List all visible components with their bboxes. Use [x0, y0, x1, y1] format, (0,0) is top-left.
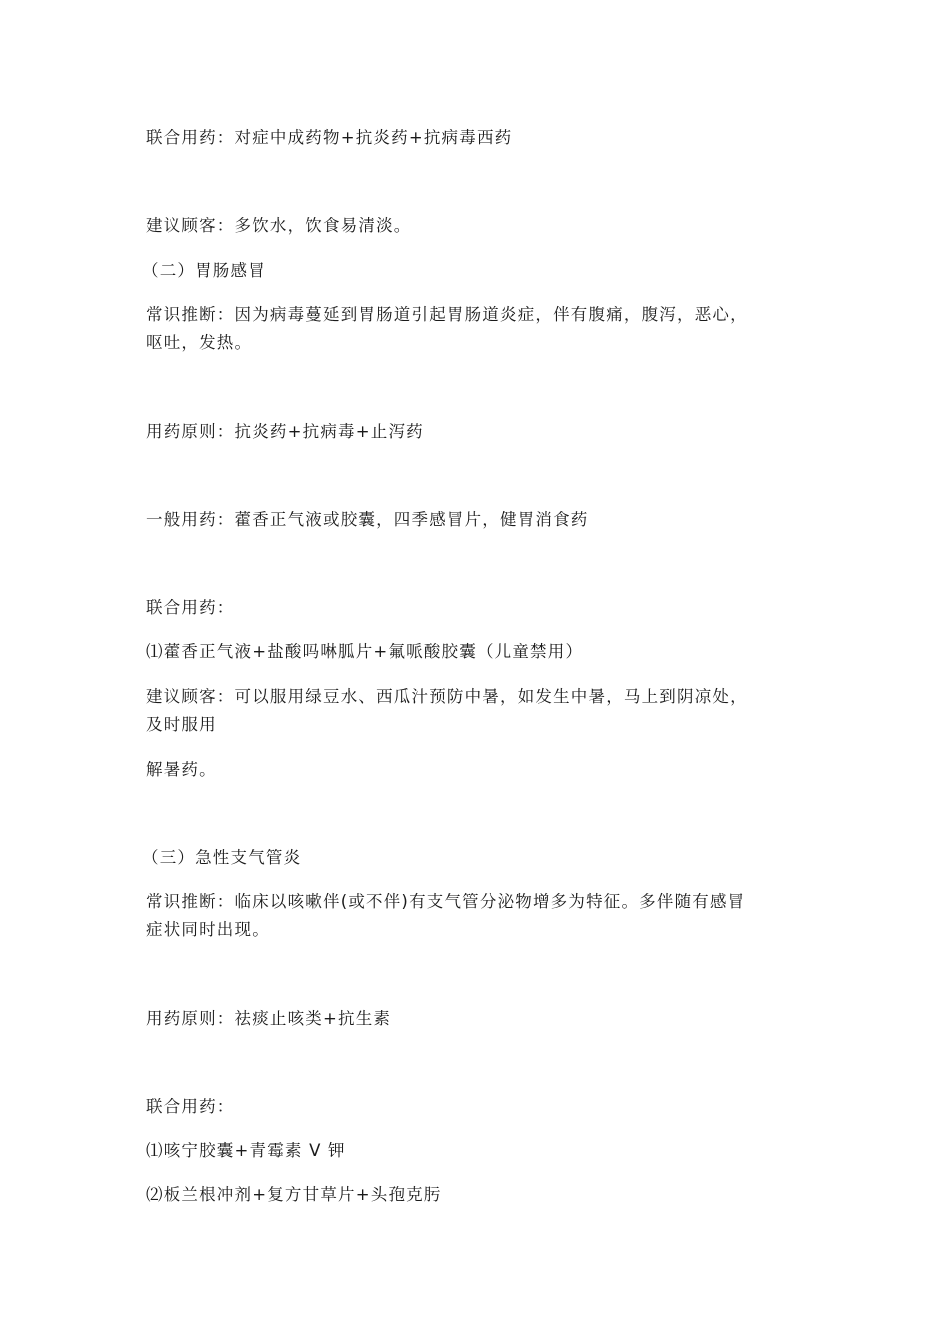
combined-medication-item-1: ⑴藿香正气液+盐酸吗啉胍片+氟哌酸胶囊（儿童禁用）	[146, 642, 584, 661]
inference-line-2: 呕吐，发热。	[146, 333, 253, 352]
combined-medication-line-1: 联合用药：对症中成药物+抗炎药+抗病毒西药	[146, 128, 513, 147]
advice-line-2: 建议顾客：可以服用绿豆水、西瓜汁预防中暑，如发生中暑，马上到阴凉处，	[146, 687, 748, 706]
section-heading-gastro-cold: （二）胃肠感冒	[142, 261, 266, 280]
advice-line-1: 建议顾客：多饮水，饮食易清淡。	[146, 216, 412, 235]
combined-medication-item-2: ⑴咳宁胶囊+青霉素 V 钾	[146, 1141, 346, 1160]
section-heading-bronchitis: （三）急性支气管炎	[142, 848, 302, 867]
medication-principle-line-2: 用药原则：祛痰止咳类+抗生素	[146, 1009, 392, 1028]
combined-medication-item-3: ⑵板兰根冲剂+复方甘草片+头孢克肟	[146, 1185, 442, 1204]
advice-line-3: 及时服用	[146, 715, 217, 734]
general-medication-line: 一般用药：藿香正气液或胶囊，四季感冒片，健胃消食药	[146, 510, 589, 529]
advice-line-4: 解暑药。	[146, 760, 217, 779]
inference-line-1: 常识推断：因为病毒蔓延到胃肠道引起胃肠道炎症，伴有腹痛，腹泻，恶心，	[146, 305, 748, 324]
combined-medication-heading-2: 联合用药：	[146, 598, 235, 617]
combined-medication-heading-3: 联合用药：	[146, 1097, 235, 1116]
inference-line-3: 常识推断：临床以咳嗽伴(或不伴)有支气管分泌物增多为特征。多伴随有感冒	[146, 892, 746, 911]
inference-line-4: 症状同时出现。	[146, 920, 270, 939]
medication-principle-line-1: 用药原则：抗炎药+抗病毒+止泻药	[146, 422, 424, 441]
